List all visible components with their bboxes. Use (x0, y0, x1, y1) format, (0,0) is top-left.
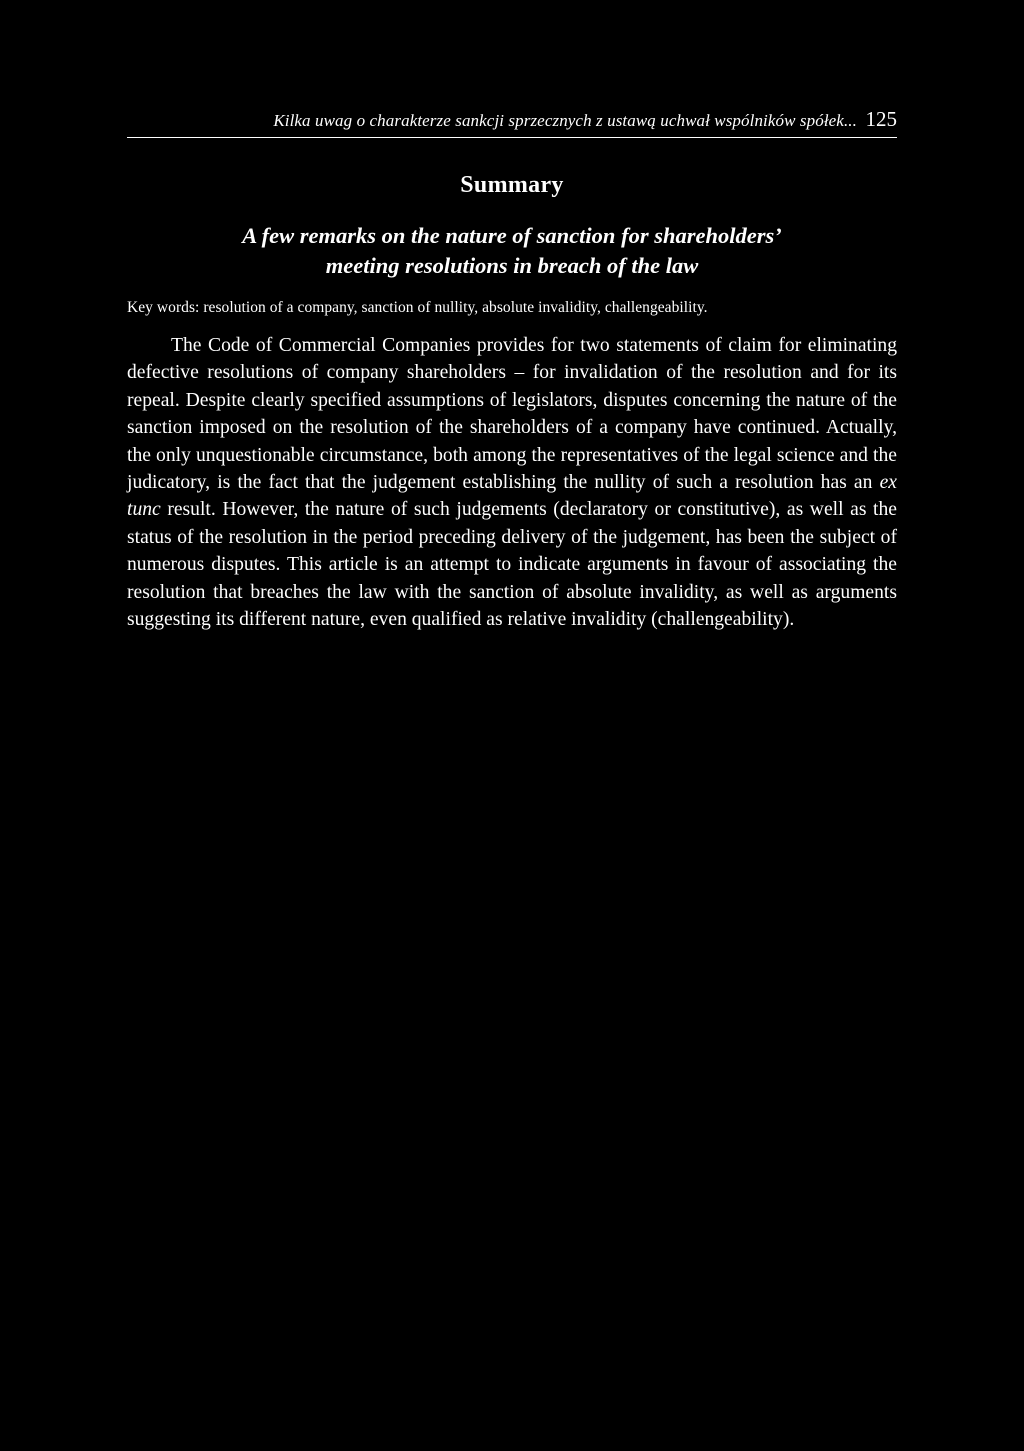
abstract-italic-term: ex tunc (127, 472, 897, 521)
article-title-line-2: meeting resolutions in breach of the law (325, 253, 699, 278)
abstract-paragraph (127, 332, 897, 633)
running-header (127, 105, 897, 138)
running-title: Kilka uwag o charakterze sankcji sprzecznych z ustawą uchwał wspólników spółek... (273, 111, 857, 130)
keywords: Key words: resolution of a company, sanction of nullity, absolute invalidity, challengeability. (127, 299, 708, 316)
page-content (127, 105, 897, 633)
abstract-text-part-1: The Code of Commercial Companies provides for two statements of claim for eliminating defective resolutions of company shareholders – for invalidation of the resolution and for its repeal. Despite clearly specified assumptions of legislators, disputes concerning the nature of the sanction imposed on the resolution of the shareholders of a company have continued. Actually, the only unquestionable circumstance, both among the representatives of the legal science and the judicatory, is the fact that the judgement establishing the nullity of such a resolution has an (127, 335, 897, 494)
summary-heading: Summary (460, 172, 564, 198)
article-title-line-1: A few remarks on the nature of sanction for shareholders’ (242, 223, 782, 248)
article-title (127, 221, 897, 281)
abstract-text-part-2: result. However, the nature of such judgements (declaratory or constitutive), as well as the status of the resolution in the period preceding delivery of the judgement, has been the subject of numerous disputes. This article is an attempt to indicate arguments in favour of associating the resolution that breaches the law with the sanction of absolute invalidity, as well as arguments suggesting its different nature, even qualified as relative invalidity (challengeability). (127, 499, 897, 631)
page-number: 125 (865, 107, 897, 131)
